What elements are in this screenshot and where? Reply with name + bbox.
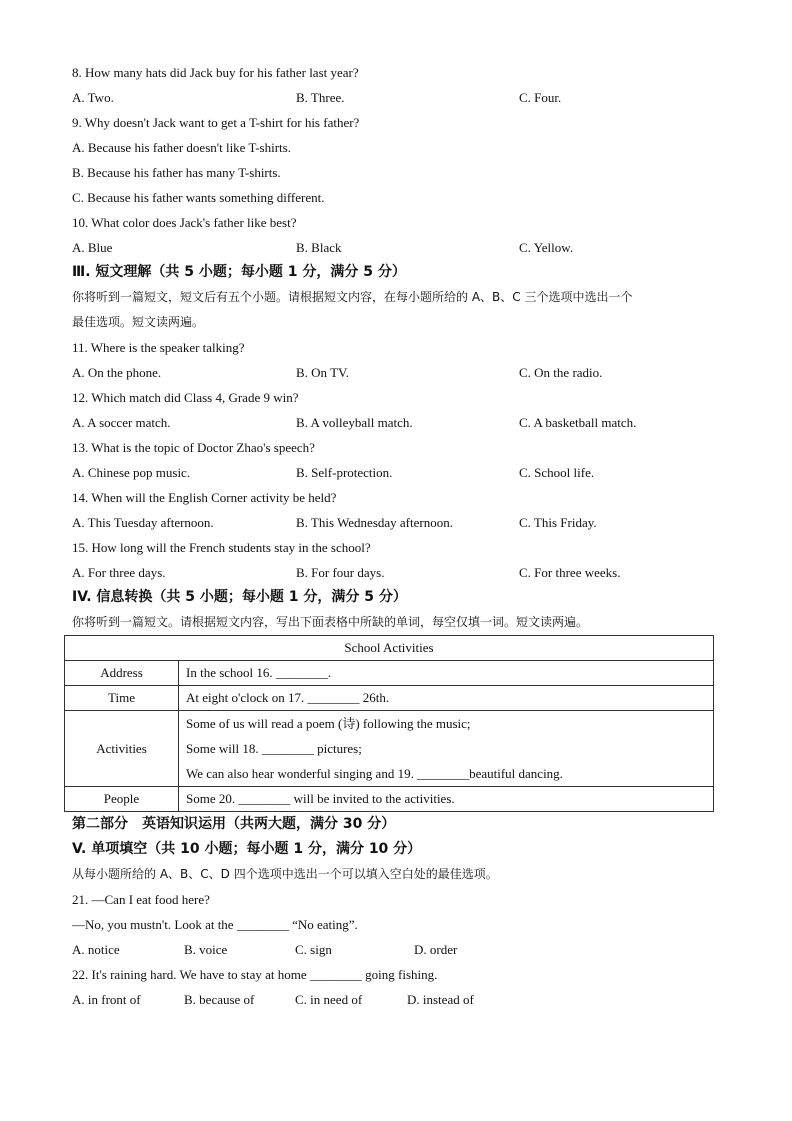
question-10-options xyxy=(72,235,717,260)
option-a: A. This Tuesday afternoon. xyxy=(72,515,214,530)
question-11: 11. Where is the speaker talking? xyxy=(72,340,245,355)
question-14: 14. When will the English Corner activity be held? xyxy=(72,490,337,505)
option-c: C. Because his father wants something different. xyxy=(72,190,325,205)
option-c: C. A basketball match. xyxy=(519,415,637,430)
activities-label: Activities xyxy=(65,711,179,787)
option-b: B. This Wednesday afternoon. xyxy=(296,515,453,530)
question-15-options xyxy=(72,560,717,585)
table-title: School Activities xyxy=(65,636,714,661)
question-15: 15. How long will the French students stay in the school? xyxy=(72,540,371,555)
address-label: Address xyxy=(65,661,179,686)
question-9: 9. Why doesn't Jack want to get a T-shirt for his father? xyxy=(72,115,360,130)
option-b: B. voice xyxy=(184,942,228,957)
question-22: 22. It's raining hard. We have to stay at home ________ going fishing. xyxy=(72,967,438,982)
option-a: A. Two. xyxy=(72,90,114,105)
option-b: B. Black xyxy=(296,240,342,255)
option-b: B. Three. xyxy=(296,90,345,105)
section-3-instructions-line-2: 最佳选项。短文读两遍。 xyxy=(72,315,205,329)
option-c: C. School life. xyxy=(519,465,595,480)
activity-line: Some will 18. ________ pictures; xyxy=(186,741,362,756)
option-c: C. This Friday. xyxy=(519,515,597,530)
option-a: A. On the phone. xyxy=(72,365,162,380)
table-row xyxy=(65,661,714,686)
question-8: 8. How many hats did Jack buy for his father last year? xyxy=(72,65,359,80)
option-a: A. A soccer match. xyxy=(72,415,171,430)
option-c: C. Yellow. xyxy=(519,240,574,255)
people-value: Some 20. ________ will be invited to the activities. xyxy=(179,787,714,812)
option-c: C. On the radio. xyxy=(519,365,603,380)
question-13-options xyxy=(72,460,717,485)
option-a: A. Chinese pop music. xyxy=(72,465,191,480)
question-21-line-1: 21. —Can I eat food here? xyxy=(72,892,210,907)
school-activities-table xyxy=(64,635,714,812)
option-b: B. A volleyball match. xyxy=(296,415,413,430)
table-row xyxy=(65,787,714,812)
option-c: C. For three weeks. xyxy=(519,565,621,580)
question-10: 10. What color does Jack's father like best? xyxy=(72,215,297,230)
address-value: In the school 16. ________. xyxy=(179,661,714,686)
option-b: B. because of xyxy=(184,992,255,1007)
option-c: C. in need of xyxy=(295,992,363,1007)
time-value: At eight o'clock on 17. ________ 26th. xyxy=(179,686,714,711)
option-d: D. order xyxy=(414,942,458,957)
option-b: B. On TV. xyxy=(296,365,349,380)
section-4-heading: IV. 信息转换（共 5 小题；每小题 1 分，满分 5 分） xyxy=(72,589,407,605)
question-22-options xyxy=(72,987,717,1012)
option-c: C. sign xyxy=(295,942,332,957)
option-a: A. Because his father doesn't like T-shirts. xyxy=(72,140,291,155)
exam-page xyxy=(72,60,717,1012)
activity-line: Some of us will read a poem (诗) following the music; xyxy=(186,716,471,731)
activity-line: We can also hear wonderful singing and 19. ________beautiful dancing. xyxy=(186,766,563,781)
option-b: B. Because his father has many T-shirts. xyxy=(72,165,281,180)
question-11-options xyxy=(72,360,717,385)
question-12: 12. Which match did Class 4, Grade 9 win? xyxy=(72,390,299,405)
option-b: B. For four days. xyxy=(296,565,385,580)
question-12-options xyxy=(72,410,717,435)
question-21-options xyxy=(72,937,717,962)
option-a: A. Blue xyxy=(72,240,113,255)
option-a: A. For three days. xyxy=(72,565,166,580)
option-b: B. Self-protection. xyxy=(296,465,393,480)
option-c: C. Four. xyxy=(519,90,562,105)
section-3-heading: Ⅲ. 短文理解（共 5 小题；每小题 1 分，满分 5 分） xyxy=(72,264,406,280)
activities-value xyxy=(179,711,714,787)
question-8-options xyxy=(72,85,717,110)
table-row xyxy=(65,711,714,787)
option-a: A. in front of xyxy=(72,992,141,1007)
section-5-heading: V. 单项填空（共 10 小题；每小题 1 分，满分 10 分） xyxy=(72,841,422,857)
question-21-line-2: —No, you mustn't. Look at the ________ “No eating”. xyxy=(72,917,358,932)
section-4-instructions: 你将听到一篇短文。请根据短文内容，写出下面表格中所缺的单词，每空仅填一词。短文读两遍。 xyxy=(72,615,589,629)
question-14-options xyxy=(72,510,717,535)
section-5-instructions: 从每小题所给的 A、B、C、D 四个选项中选出一个可以填入空白处的最佳选项。 xyxy=(72,867,498,881)
part-2-heading: 第二部分 英语知识运用（共两大题，满分 30 分） xyxy=(72,816,396,832)
option-a: A. notice xyxy=(72,942,120,957)
time-label: Time xyxy=(65,686,179,711)
people-label: People xyxy=(65,787,179,812)
option-d: D. instead of xyxy=(407,992,474,1007)
section-3-instructions-line-1: 你将听到一篇短文，短文后有五个小题。请根据短文内容，在每小题所给的 A、B、C 三个选项中选出一个 xyxy=(72,290,633,304)
question-13: 13. What is the topic of Doctor Zhao's speech? xyxy=(72,440,315,455)
table-row xyxy=(65,686,714,711)
